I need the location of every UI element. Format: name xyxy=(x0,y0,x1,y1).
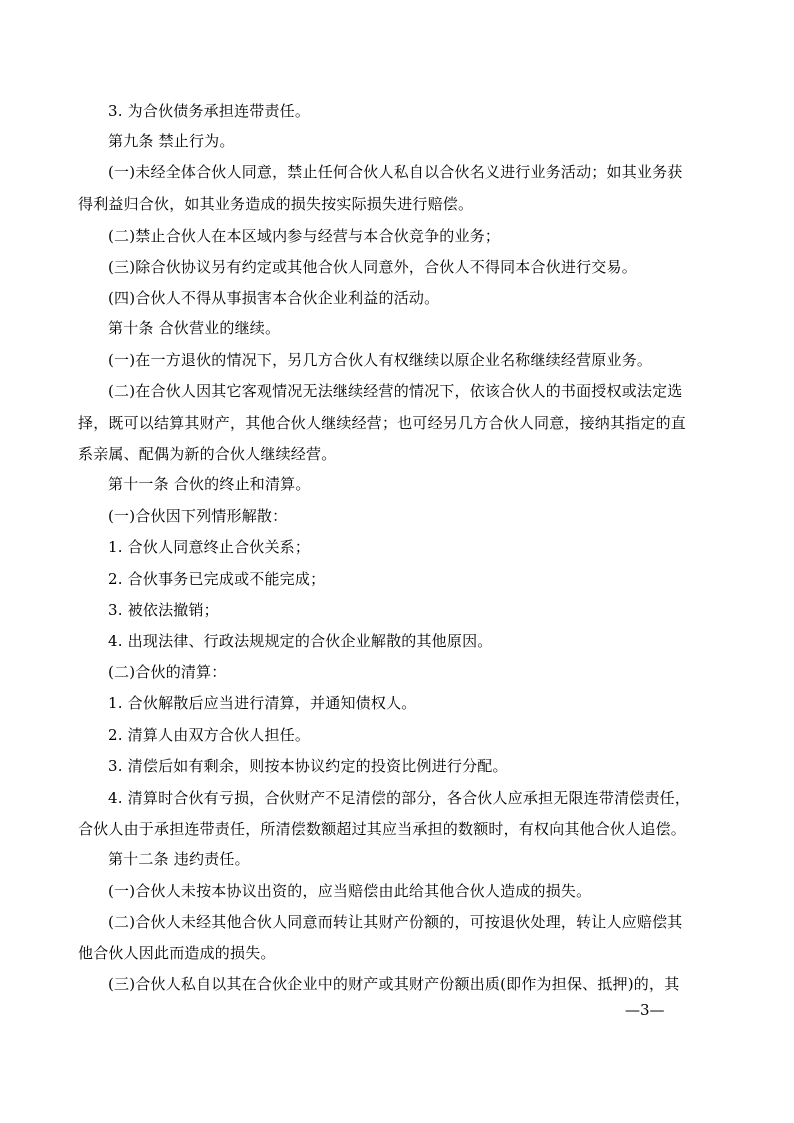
list-item: 4. 清算时合伙有亏损，合伙财产不足清偿的部分，各合伙人应承担无限连带清偿责任， xyxy=(108,789,691,807)
list-item: 3. 清偿后如有剩余，则按本协议约定的投资比例进行分配。 xyxy=(108,757,508,775)
paragraph-line: (四)合伙人不得从事损害本合伙企业利益的活动。 xyxy=(108,289,440,307)
article-heading: 第九条 禁止行为。 xyxy=(108,132,235,150)
paragraph-line: (一)合伙人未按本协议出资的，应当赔偿由此给其他合伙人造成的损失。 xyxy=(108,882,592,900)
paragraph-line: 系亲属、配偶为新的合伙人继续经营。 xyxy=(78,445,337,463)
paragraph-line: (三)合伙人私自以其在合伙企业中的财产或其财产份额出质(即作为担保、抵押)的，其 xyxy=(108,975,680,993)
paragraph-line: (二)禁止合伙人在本区域内参与经营与本合伙竞争的业务； xyxy=(108,227,501,245)
paragraph-line: 3. 为合伙债务承担连带责任。 xyxy=(108,102,311,120)
list-item: 3. 被依法撤销； xyxy=(108,601,219,619)
paragraph-line: (二)合伙人未经其他合伙人同意而转让其财产份额的，可按退伙处理，转让人应赔偿其 xyxy=(108,913,683,931)
list-item: 1. 合伙解散后应当进行清算，并通知债权人。 xyxy=(108,694,417,712)
paragraph-line: (三)除合伙协议另有约定或其他合伙人同意外，合伙人不得同本合伙进行交易。 xyxy=(108,258,637,276)
paragraph-line: 得利益归合伙，如其业务造成的损失按实际损失进行赔偿。 xyxy=(78,195,474,213)
paragraph-line: (一)在一方退伙的情况下，另几方合伙人有权继续以原企业名称继续经营原业务。 xyxy=(108,351,653,369)
paragraph-line: (二)在合伙人因其它客观情况无法继续经营的情况下，依该合伙人的书面授权或法定选 xyxy=(108,382,683,400)
article-heading: 第十二条 违约责任。 xyxy=(108,850,250,868)
list-item: 2. 清算人由双方合伙人担任。 xyxy=(108,726,311,744)
list-item: 2. 合伙事务已完成或不能完成； xyxy=(108,570,326,588)
paragraph-line: 合伙人由于承担连带责任，所清偿数额超过其应当承担的数额时，有权向其他合伙人追偿。 xyxy=(78,820,687,838)
article-heading: 第十一条 合伙的终止和清算。 xyxy=(108,475,311,493)
paragraph-line: 择，既可以结算其财产，其他合伙人继续经营；也可经另几方合伙人同意，接纳其指定的直 xyxy=(78,414,687,432)
article-heading: 第十条 合伙营业的继续。 xyxy=(108,319,281,337)
list-item: 1. 合伙人同意终止合伙关系； xyxy=(108,538,311,556)
paragraph-line: (一)合伙因下列情形解散： xyxy=(108,507,288,525)
list-item: 4. 出现法律、行政法规规定的合伙企业解散的其他原因。 xyxy=(108,632,493,650)
paragraph-line: (一)未经全体合伙人同意，禁止任何合伙人私自以合伙名义进行业务活动；如其业务获 xyxy=(108,163,683,181)
paragraph-line: 他合伙人因此而造成的损失。 xyxy=(78,944,276,962)
paragraph-line: (二)合伙的清算： xyxy=(108,663,227,681)
page-number: —3— xyxy=(625,1001,665,1019)
